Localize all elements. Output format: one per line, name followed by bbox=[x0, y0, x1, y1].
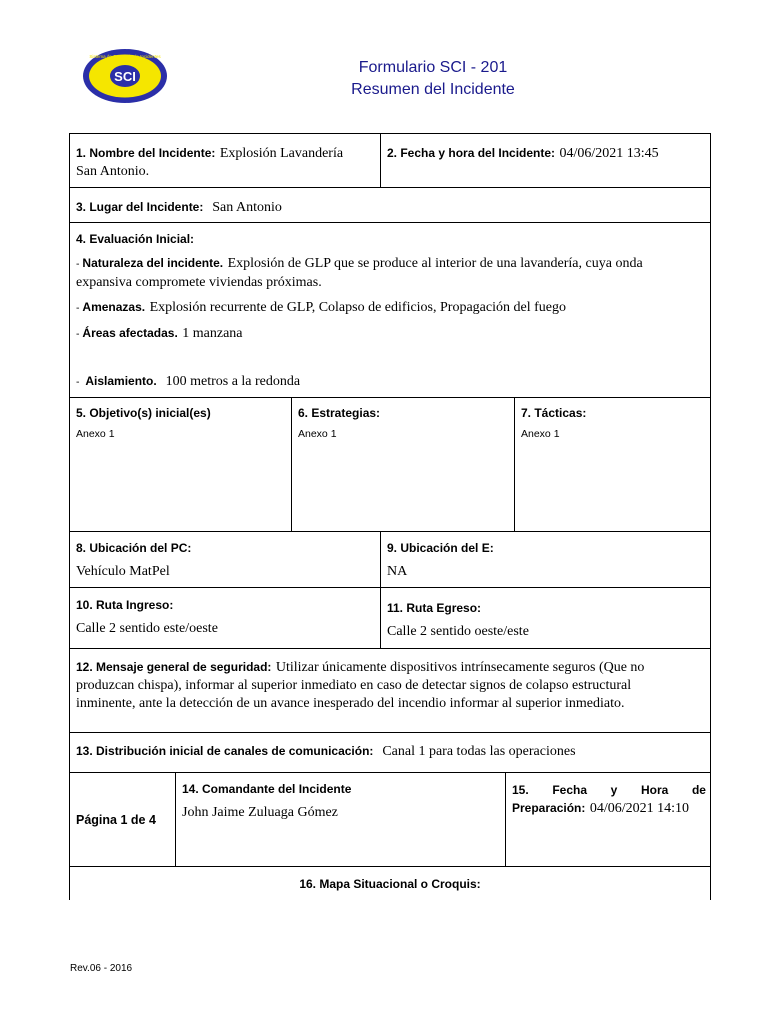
revision-footer: Rev.06 - 2016 bbox=[70, 963, 133, 974]
pc-location-label: 8. Ubicación del PC: bbox=[76, 541, 192, 555]
section-tactics bbox=[514, 397, 711, 532]
incident-name-value-2: San Antonio. bbox=[76, 164, 150, 179]
areas-label: Áreas afectadas. bbox=[82, 326, 178, 340]
strategies-value: Anexo 1 bbox=[298, 428, 337, 440]
tactics-value: Anexo 1 bbox=[521, 428, 560, 440]
sci-logo bbox=[82, 48, 168, 104]
channels-value: Canal 1 para todas las operaciones bbox=[382, 744, 576, 759]
section-safety-message bbox=[69, 648, 711, 733]
incident-commander-value: John Jaime Zuluaga Gómez bbox=[182, 805, 338, 820]
safety-message-line1: Utilizar únicamente dispositivos intrínsecamente seguros (Que no bbox=[275, 660, 645, 675]
safety-message-line3: inminente, ante la detección de un avance inesperado del incendio informar al superior inmediato. bbox=[76, 696, 625, 711]
tactics-label: 7. Tácticas: bbox=[521, 406, 587, 420]
objectives-label: 5. Objetivo(s) inicial(es) bbox=[76, 406, 211, 420]
section-incident-datetime bbox=[380, 133, 711, 188]
logo-center-text: SCI bbox=[114, 69, 136, 84]
objectives-value: Anexo 1 bbox=[76, 428, 115, 440]
incident-name-value-1: Explosión Lavandería bbox=[219, 146, 344, 161]
section-pc-location bbox=[69, 531, 381, 588]
prep-label-line2: Preparación: bbox=[512, 801, 586, 815]
section-strategies bbox=[291, 397, 515, 532]
safety-message-line2: produzcan chispa), informar al superior inmediato en caso de detectar signos de colapso estructural bbox=[76, 678, 632, 693]
form-title: Formulario SCI - 201 bbox=[358, 59, 508, 76]
exit-route-value: Calle 2 sentido oeste/este bbox=[387, 624, 529, 639]
strategies-label: 6. Estrategias: bbox=[298, 406, 381, 420]
section-channels bbox=[69, 732, 711, 773]
incident-location-value: San Antonio bbox=[212, 200, 282, 215]
incident-commander-label: 14. Comandante del Incidente bbox=[182, 782, 352, 796]
areas-value: 1 manzana bbox=[182, 326, 243, 341]
aislamiento-label: Aislamiento. bbox=[85, 374, 157, 388]
amenazas-value: Explosión recurrente de GLP, Colapso de edificios, Propagación del fuego bbox=[149, 300, 566, 315]
logo-ring-text: Sistema de Comando de Incidentes bbox=[89, 54, 161, 59]
section-incident-location bbox=[69, 187, 711, 223]
aislamiento-value: 100 metros a la redonda bbox=[165, 374, 301, 389]
naturaleza-value-1: Explosión de GLP que se produce al interior de una lavandería, cuya onda bbox=[227, 256, 643, 271]
prep-label-e: de bbox=[691, 783, 706, 797]
safety-message-label: 12. Mensaje general de seguridad: bbox=[76, 660, 272, 674]
section-incident-commander bbox=[175, 772, 506, 867]
incident-datetime-value: 04/06/2021 13:45 bbox=[559, 146, 659, 161]
prep-datetime-value: 04/06/2021 14:10 bbox=[589, 801, 689, 816]
section-objectives bbox=[69, 397, 292, 532]
prep-label-a: 15. bbox=[512, 783, 529, 797]
channels-label: 13. Distribución inicial de canales de comunicación: bbox=[76, 744, 374, 758]
section-e-location bbox=[380, 531, 711, 588]
e-location-label: 9. Ubicación del E: bbox=[387, 541, 494, 555]
form-subtitle: Resumen del Incidente bbox=[351, 81, 515, 98]
prep-label-c: y bbox=[610, 783, 618, 797]
naturaleza-label: Naturaleza del incidente. bbox=[82, 256, 224, 270]
section-initial-evaluation: 4. Evaluación Inicial: - Naturaleza del incidente. Explosión de GLP que se produce al interior de una lavandería, cuya onda expansiva compromete viviendas próximas. - Amenazas. Explosión recurrente de GLP, Colapso de edificios, Propagación del fuego - Áreas afectadas. 1 manzana - Aislamiento. 100 metros a la redonda bbox=[69, 222, 711, 398]
incident-datetime-label: 2. Fecha y hora del Incidente: bbox=[387, 146, 556, 160]
section-page-number bbox=[69, 772, 176, 867]
title-block bbox=[300, 57, 566, 100]
naturaleza-value-2: expansiva compromete viviendas próximas. bbox=[76, 275, 322, 290]
exit-route-label: 11. Ruta Egreso: bbox=[387, 601, 482, 615]
incident-location-label: 3. Lugar del Incidente: bbox=[76, 200, 204, 214]
incident-name-label: 1. Nombre del Incidente: bbox=[76, 146, 216, 160]
prep-label-d: Hora bbox=[640, 783, 669, 797]
situational-map-label: 16. Mapa Situacional o Croquis: bbox=[299, 877, 481, 891]
pc-location-value: Vehículo MatPel bbox=[76, 564, 170, 579]
e-location-value: NA bbox=[387, 564, 408, 579]
entry-route-label: 10. Ruta Ingreso: bbox=[76, 598, 174, 612]
amenazas-label: Amenazas. bbox=[82, 300, 146, 314]
section-incident-name bbox=[69, 133, 381, 188]
prep-label-b: Fecha bbox=[552, 783, 588, 797]
section-situational-map bbox=[69, 866, 711, 900]
entry-route-value: Calle 2 sentido este/oeste bbox=[76, 621, 218, 636]
section-entry-route bbox=[69, 587, 381, 649]
section-preparation-datetime bbox=[505, 772, 711, 867]
section-exit-route bbox=[380, 587, 711, 649]
initial-evaluation-label: 4. Evaluación Inicial: bbox=[76, 232, 195, 246]
page-number: Página 1 de 4 bbox=[76, 813, 156, 827]
